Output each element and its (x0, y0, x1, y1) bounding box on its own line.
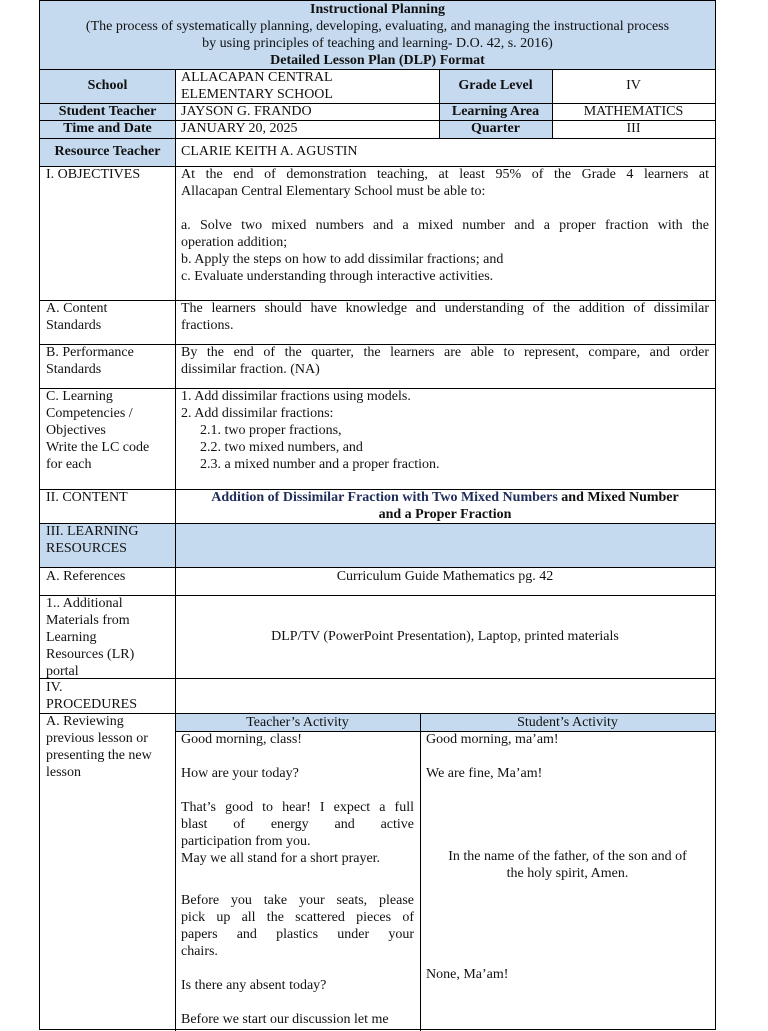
competencies-list (175, 388, 715, 473)
content-standards-text-1: The learners should have knowledge and understanding of the addition of dissimilar (181, 301, 709, 316)
teacher-activity-header: Teacher’s Activity (246, 715, 349, 730)
school-value-line-2: ELEMENTARY SCHOOL (181, 87, 333, 102)
reviewing-label-4: lesson (46, 765, 81, 780)
teacher-line-6: Is there any absent today? (181, 978, 327, 993)
content-standards-label-1: A. Content (46, 301, 108, 316)
student-line-3b: the holy spirit, Amen. (506, 866, 629, 881)
additional-label-2: Materials from (46, 613, 130, 628)
references-label: A. References (46, 569, 126, 584)
objectives-intro-1: At the end of demonstration teaching, at least 95% of the Grade 4 learners at (181, 167, 709, 182)
content-title-part-2: and Mixed Number (557, 490, 679, 505)
content-standards-label (40, 300, 175, 334)
student-line-1: Good morning, ma’am! (426, 732, 559, 747)
reviewing-label-1: A. Reviewing (46, 714, 124, 729)
reviewing-label (40, 713, 175, 781)
content-standards-text (175, 300, 715, 334)
procedures-label-2: PROCEDURES (46, 697, 138, 712)
references-value: Curriculum Guide Mathematics pg. 42 (336, 569, 554, 584)
additional-label-3: Learning (46, 630, 97, 645)
school-value (175, 69, 439, 103)
teacher-line-4: May we all stand for a short prayer. (181, 851, 381, 866)
lesson-plan-table (39, 0, 716, 1030)
teacher-activity-column (175, 731, 420, 1028)
reviewing-label-2: previous lesson or (46, 731, 148, 746)
student-absent-answer: None, Ma’am! (426, 967, 509, 982)
teacher-line-5b: pick up all the scattered pieces of (181, 910, 414, 925)
teacher-line-5a: Before you take your seats, please (181, 893, 414, 908)
content-label: II. CONTENT (46, 490, 128, 505)
resources-label-1: III. LEARNING (46, 524, 139, 539)
teacher-line-7: Before we start our discussion let me (181, 1012, 389, 1027)
competencies-label-5: for each (46, 457, 92, 472)
competency-item-2-1: 2.1. two proper fractions, (200, 423, 342, 438)
competency-item-2-3: 2.3. a mixed number and a proper fraction. (200, 457, 440, 472)
content-title-part-1: Addition of Dissimilar Fraction with Two Mixed Numbers (211, 490, 558, 505)
performance-standards-text-1: By the end of the quarter, the learners are able to represent, compare, and order (181, 345, 709, 360)
quarter-label: Quarter (471, 121, 520, 136)
competencies-label-1: C. Learning (46, 389, 113, 404)
additional-label-5: portal (46, 664, 79, 679)
objective-a-2: operation addition; (181, 235, 288, 250)
competency-item-2-2: 2.2. two mixed numbers, and (200, 440, 363, 455)
teacher-line-2: How are your today? (181, 766, 299, 781)
school-label: School (87, 78, 128, 93)
student-line-3a: In the name of the father, of the son and of (448, 849, 687, 864)
competency-item-2: 2. Add dissimilar fractions: (181, 406, 334, 421)
teacher-line-3b: blast of energy and active (181, 817, 414, 832)
objective-b: b. Apply the steps on how to add dissimilar fractions; and (181, 252, 504, 267)
competencies-label-4: Write the LC code (46, 440, 150, 455)
reviewing-label-3: presenting the new (46, 748, 152, 763)
performance-standards-text-2: dissimilar fraction. (NA) (181, 362, 320, 377)
procedures-label-1: IV. (46, 680, 63, 695)
time-date-label: Time and Date (63, 121, 152, 136)
student-teacher-value: JAYSON G. FRANDO (181, 104, 312, 119)
content-standards-text-2: fractions. (181, 318, 234, 333)
content-title-line-2: and a Proper Fraction (378, 507, 512, 522)
student-activity-header: Student’s Activity (517, 715, 618, 730)
teacher-line-3a: That’s good to hear! I expect a full (181, 800, 414, 815)
header-format: Detailed Lesson Plan (DLP) Format (270, 53, 485, 68)
quarter-value: III (626, 121, 641, 136)
performance-standards-label-1: B. Performance (46, 345, 134, 360)
performance-standards-label-2: Standards (46, 362, 102, 377)
student-line-2: We are fine, Ma’am! (426, 766, 543, 781)
objectives-label: I. OBJECTIVES (46, 167, 141, 182)
competencies-label (40, 388, 175, 473)
objective-c: c. Evaluate understanding through interactive activities. (181, 269, 494, 284)
additional-materials-label (40, 595, 175, 680)
teacher-line-3c: participation from you. (181, 834, 311, 849)
student-prayer (420, 848, 715, 882)
learning-area-label: Learning Area (451, 104, 540, 119)
header-subtitle-1: (The process of systematically planning, developing, evaluating, and managing the instructional process (85, 19, 670, 34)
grade-level-value: IV (626, 78, 641, 93)
resource-teacher-value: CLARIE KEITH A. AGUSTIN (181, 144, 358, 159)
additional-label-4: Resources (LR) (46, 647, 135, 662)
competencies-label-3: Objectives (46, 423, 106, 438)
objectives-text (175, 166, 715, 285)
header-title: Instructional Planning (310, 2, 445, 17)
teacher-line-1: Good morning, class! (181, 732, 302, 747)
objective-a-1: a. Solve two mixed numbers and a mixed number and a proper fraction with the (181, 218, 709, 233)
student-teacher-label: Student Teacher (58, 104, 157, 119)
content-title (175, 489, 715, 523)
performance-standards-label (40, 344, 175, 378)
procedures-label (40, 679, 175, 713)
resources-label-2: RESOURCES (46, 541, 127, 556)
student-activity-column (420, 731, 715, 782)
time-date-value: JANUARY 20, 2025 (181, 121, 298, 136)
additional-label-1: 1.. Additional (46, 596, 123, 611)
learning-area-value: MATHEMATICS (583, 104, 684, 119)
school-value-line-1: ALLACAPAN CENTRAL (181, 70, 333, 85)
competencies-label-2: Competencies / (46, 406, 133, 421)
resources-label (40, 523, 175, 557)
resource-teacher-label: Resource Teacher (54, 144, 161, 159)
content-title-line-1 (181, 489, 709, 506)
additional-materials-value: DLP/TV (PowerPoint Presentation), Laptop, printed materials (271, 629, 619, 644)
header-block (40, 1, 715, 69)
content-standards-label-2: Standards (46, 318, 102, 333)
objectives-intro-2: Allacapan Central Elementary School must be able to: (181, 184, 486, 199)
header-subtitle-2: by using principles of teaching and learning- D.O. 42, s. 2016) (202, 36, 553, 51)
teacher-line-5c: papers and plastics under your (181, 927, 414, 942)
grade-level-label: Grade Level (458, 78, 533, 93)
teacher-line-5d: chairs. (181, 944, 218, 959)
performance-standards-text (175, 344, 715, 378)
competency-item-1: 1. Add dissimilar fractions using models. (181, 389, 411, 404)
